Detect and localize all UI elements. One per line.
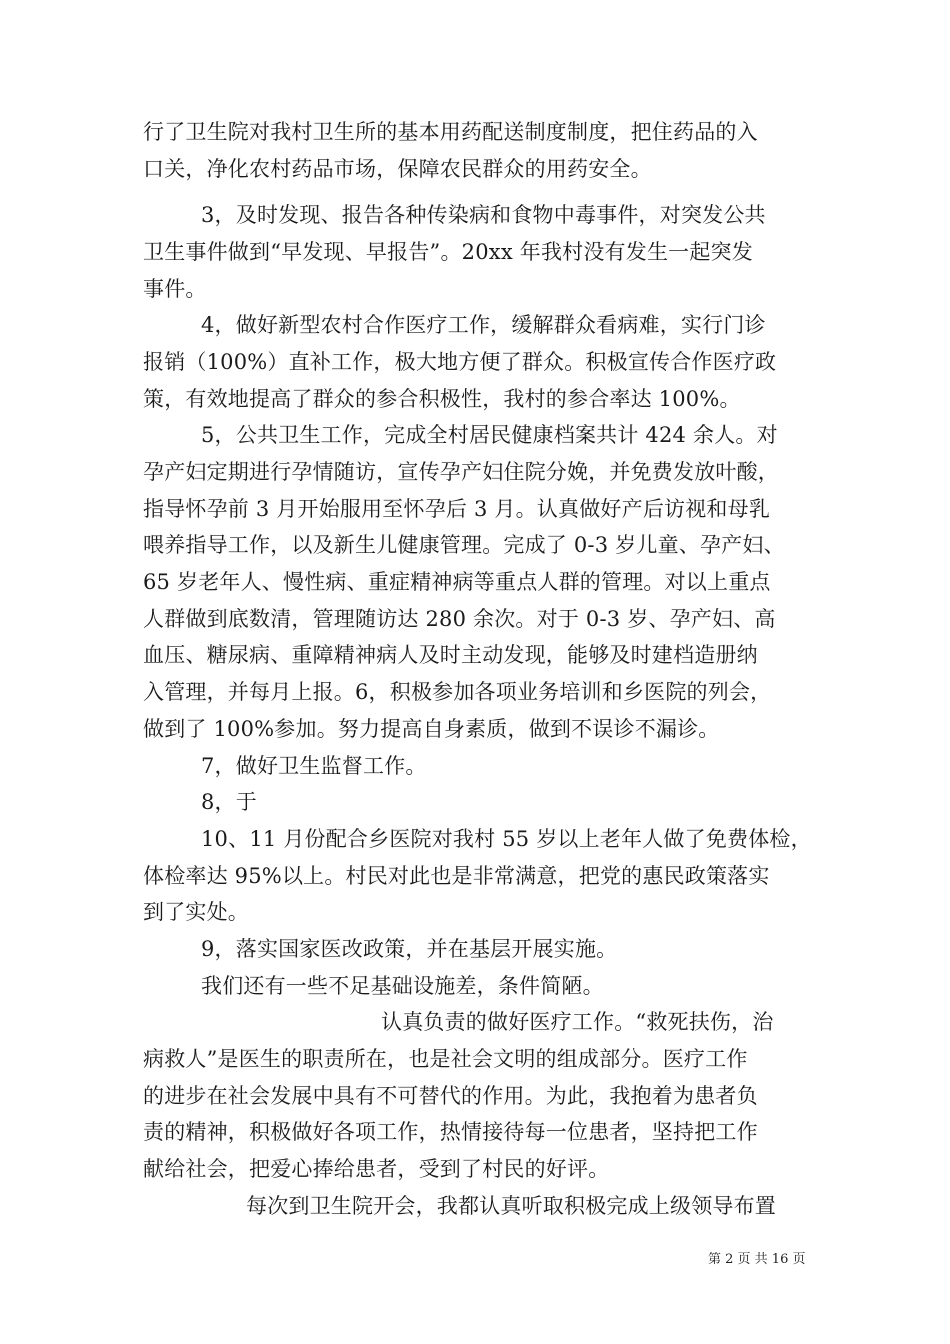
page-number: 第 2 页 共 16 页 <box>708 1252 806 1267</box>
text-line: 人群做到底数清，管理随访达 280 余次。对于 0-3 岁、孕产妇、高 <box>143 607 776 631</box>
text-line: 病救人”是医生的职责所在，也是社会文明的组成部分。医疗工作 <box>143 1047 748 1071</box>
text-line: 卫生事件做到“早发现、早报告”。20xx 年我村没有发生一起突发 <box>143 240 753 264</box>
text-line: 8，于 <box>201 790 257 814</box>
text-line: 3，及时发现、报告各种传染病和食物中毒事件，对突发公共 <box>201 203 766 227</box>
text-line: 9，落实国家医改政策，并在基层开展实施。 <box>201 937 618 961</box>
text-line: 口关，净化农村药品市场，保障农民群众的用药安全。 <box>143 157 652 181</box>
text-line: 献给社会，把爱心捧给患者，受到了村民的好评。 <box>143 1157 610 1181</box>
text-line: 认真负责的做好医疗工作。“救死扶伤，治 <box>381 1010 774 1034</box>
text-line: 体检率达 95%以上。村民对此也是非常满意，把党的惠民政策落实 <box>143 864 770 888</box>
text-line: 到了实处。 <box>143 900 249 924</box>
text-line: 事件。 <box>143 277 207 301</box>
text-line: 10、11 月份配合乡医院对我村 55 岁以上老年人做了免费体检， <box>201 827 812 851</box>
text-line: 我们还有一些不足基础设施差，条件简陋。 <box>201 974 604 998</box>
text-line: 的进步在社会发展中具有不可替代的作用。为此，我抱着为患者负 <box>143 1084 758 1108</box>
text-line: 做到了 100%参加。努力提高自身素质，做到不误诊不漏诊。 <box>143 717 720 741</box>
text-line: 5，公共卫生工作，完成全村居民健康档案共计 424 余人。对 <box>201 423 778 447</box>
text-line: 4，做好新型农村合作医疗工作，缓解群众看病难，实行门诊 <box>201 313 766 337</box>
text-line: 孕产妇定期进行孕情随访，宣传孕产妇住院分娩，并免费发放叶酸， <box>143 460 779 484</box>
text-line: 每次到卫生院开会，我都认真听取积极完成上级领导布置 <box>246 1194 776 1218</box>
text-line: 行了卫生院对我村卫生所的基本用药配送制度制度，把住药品的入 <box>143 120 758 144</box>
text-line: 策，有效地提高了群众的参合积极性，我村的参合率达 100%。 <box>143 387 741 411</box>
text-line: 血压、糖尿病、重障精神病人及时主动发现，能够及时建档造册纳 <box>143 643 758 667</box>
text-line: 喂养指导工作，以及新生儿健康管理。完成了 0-3 岁儿童、孕产妇、 <box>143 533 785 557</box>
text-line: 指导怀孕前 3 月开始服用至怀孕后 3 月。认真做好产后访视和母乳 <box>143 497 771 521</box>
text-line: 65 岁老年人、慢性病、重症精神病等重点人群的管理。对以上重点 <box>143 570 771 594</box>
text-line: 责的精神，积极做好各项工作，热情接待每一位患者，坚持把工作 <box>143 1120 758 1144</box>
text-line: 入管理，并每月上报。6，积极参加各项业务培训和乡医院的列会， <box>143 680 772 704</box>
text-line: 报销（100%）直补工作，极大地方便了群众。积极宣传合作医疗政 <box>143 350 777 374</box>
text-line: 7，做好卫生监督工作。 <box>201 754 427 778</box>
